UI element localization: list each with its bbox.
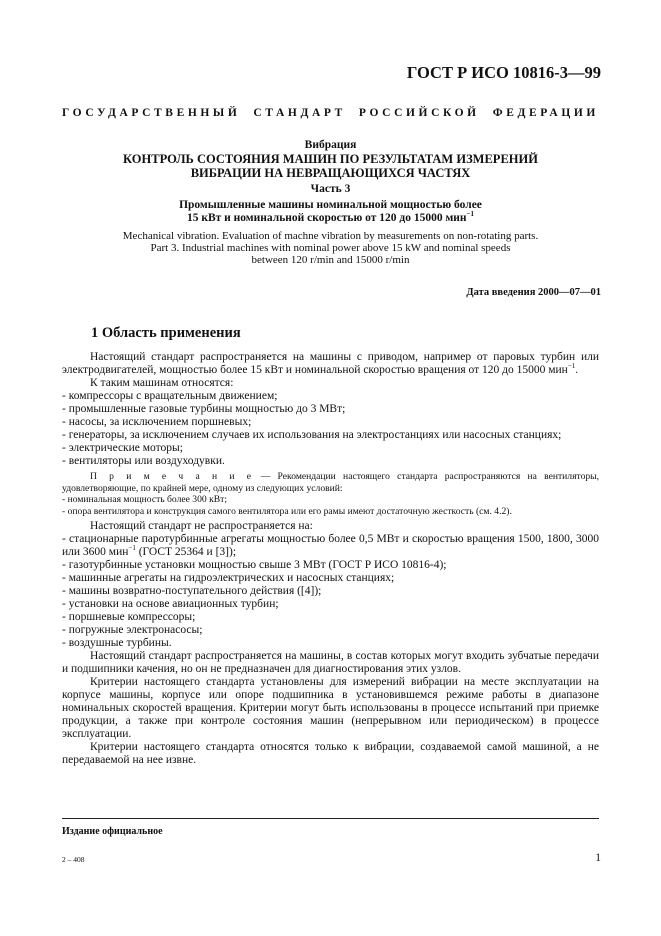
main-title-line: ВИБРАЦИИ НА НЕВРАЩАЮЩИХСЯ ЧАСТЯХ [190, 166, 471, 180]
note-paragraph: П р и м е ч а н и е — Рекомендации настоящего стандарта распространяются на вентиляторы, удовлетворяющие, по крайней мере, одному из следующих условий: [62, 471, 600, 494]
subtitle-line: Промышленные машины номинальной мощностью более [179, 199, 482, 211]
superscript: −1 [128, 544, 136, 553]
standard-code: ГОСТ Р ИСО 10816-3—99 [406, 63, 601, 82]
list-item: - воздушные турбины. [62, 637, 172, 649]
list-item: - компрессоры с вращательным движением; [62, 390, 278, 402]
section-heading: 1 Область применения [91, 325, 241, 341]
paragraph: Настоящий стандарт распространяется на машины, в состав которых могут входить зубчатые передачи и подшипники качения, но он не предназначен для диагностирования этих узлов. [62, 650, 599, 675]
english-title-line: between 120 r/min and 15000 r/min [251, 254, 410, 266]
list-item: - промышленные газовые турбины мощностью до 3 МВт; [62, 403, 346, 415]
section-body [62, 351, 599, 767]
list-item: - установки на основе авиационных турбин; [62, 598, 279, 610]
paragraph: Настоящий стандарт распространяется на машины с приводом, например от паровых турбин или электродвигателей, мощностью более 15 кВт и номинальной скоростью вращения от 120 до 15000 мин$^{-1}$. [62, 351, 599, 376]
footer-divider [62, 818, 599, 819]
list-item: - стационарные паротурбинные агрегаты мощностью более 0,5 МВт и скоростью вращения 1500, 1800, 3000 или 3600 мин$^{-1}$ (ГОСТ 25364 и [3]); [62, 533, 599, 558]
list-item: - газотурбинные установки мощностью свыше 3 МВт (ГОСТ Р ИСО 10816-4); [62, 559, 447, 571]
english-title [62, 230, 599, 266]
standard-word: РОССИЙСКОЙ [358, 107, 480, 119]
paragraph: Критерии настоящего стандарта установлены для измерений вибрации на месте эксплуатации на корпусе машины, корпусе или опоре подшипника в установившемся режиме работы в диапазоне номинальных скоростей вращения. Критерии могут быть использованы в процессе испытаний при приемке продукции, а также при контроле состояния машин (непрерывном или периодическом) в процессе эксплуатации. [62, 676, 599, 740]
list-item: - генераторы, за исключением случаев их использования на электростанциях или насосных станциях; [62, 429, 562, 441]
main-title [62, 152, 599, 180]
superscript: −1 [567, 362, 576, 371]
list-item: - машины возвратно-поступательного действия ([4]); [62, 585, 322, 597]
note [62, 471, 599, 517]
subtitle-line: 15 кВт и номинальной скоростью от 120 до 15000 мин$^{-1}$ [186, 210, 475, 224]
edition-label: Издание официальное [62, 826, 163, 837]
effective-date: Дата введения 2000—07—01 [466, 287, 601, 298]
standard-word: СТАНДАРТ [253, 107, 346, 119]
list-item: - поршневые компрессоры; [62, 611, 196, 623]
note-item: - номинальная мощность более 300 кВт; [62, 494, 228, 505]
standard-type-line [62, 107, 599, 119]
list-item: - машинные агрегаты на гидроэлектрических и насосных станциях; [62, 572, 395, 584]
list-item: - насосы, за исключением поршневых; [62, 416, 252, 428]
english-title-line: Mechanical vibration. Evaluation of machne vibration by measurements on non-rotating parts. [122, 230, 539, 242]
superscript: −1 [466, 210, 475, 219]
topic-title: Вибрация [304, 139, 357, 151]
paragraph: К таким машинам относятся: [90, 377, 234, 389]
paragraph: Критерии настоящего стандарта относятся только к вибрации, создаваемой самой машиной, а не передаваемой на нее извне. [62, 741, 599, 766]
paragraph: Настоящий стандарт не распространяется на: [90, 520, 313, 532]
note-label: П р и м е ч а н и е [90, 471, 254, 482]
english-title-line: Part 3. Industrial machines with nominal power above 15 kW and nominal speeds [150, 242, 511, 254]
page-number: 1 [595, 852, 601, 864]
standard-word: ФЕДЕРАЦИИ [492, 107, 599, 119]
main-title-line: КОНТРОЛЬ СОСТОЯНИЯ МАШИН ПО РЕЗУЛЬТАТАМ ИЗМЕРЕНИЙ [123, 152, 538, 166]
print-code: 2 – 408 [62, 855, 85, 864]
subtitle [62, 199, 599, 225]
list-item: - электрические моторы; [62, 442, 183, 454]
list-item: - погружные электронасосы; [62, 624, 203, 636]
part-title: Часть 3 [310, 183, 351, 195]
list-item: - вентиляторы или воздуходувки. [62, 455, 225, 467]
standard-word: ГОСУДАРСТВЕННЫЙ [62, 107, 241, 119]
note-item: - опора вентилятора и конструкция самого вентилятора или его рамы имеют достаточную жесткость (см. 4.2). [62, 505, 512, 517]
